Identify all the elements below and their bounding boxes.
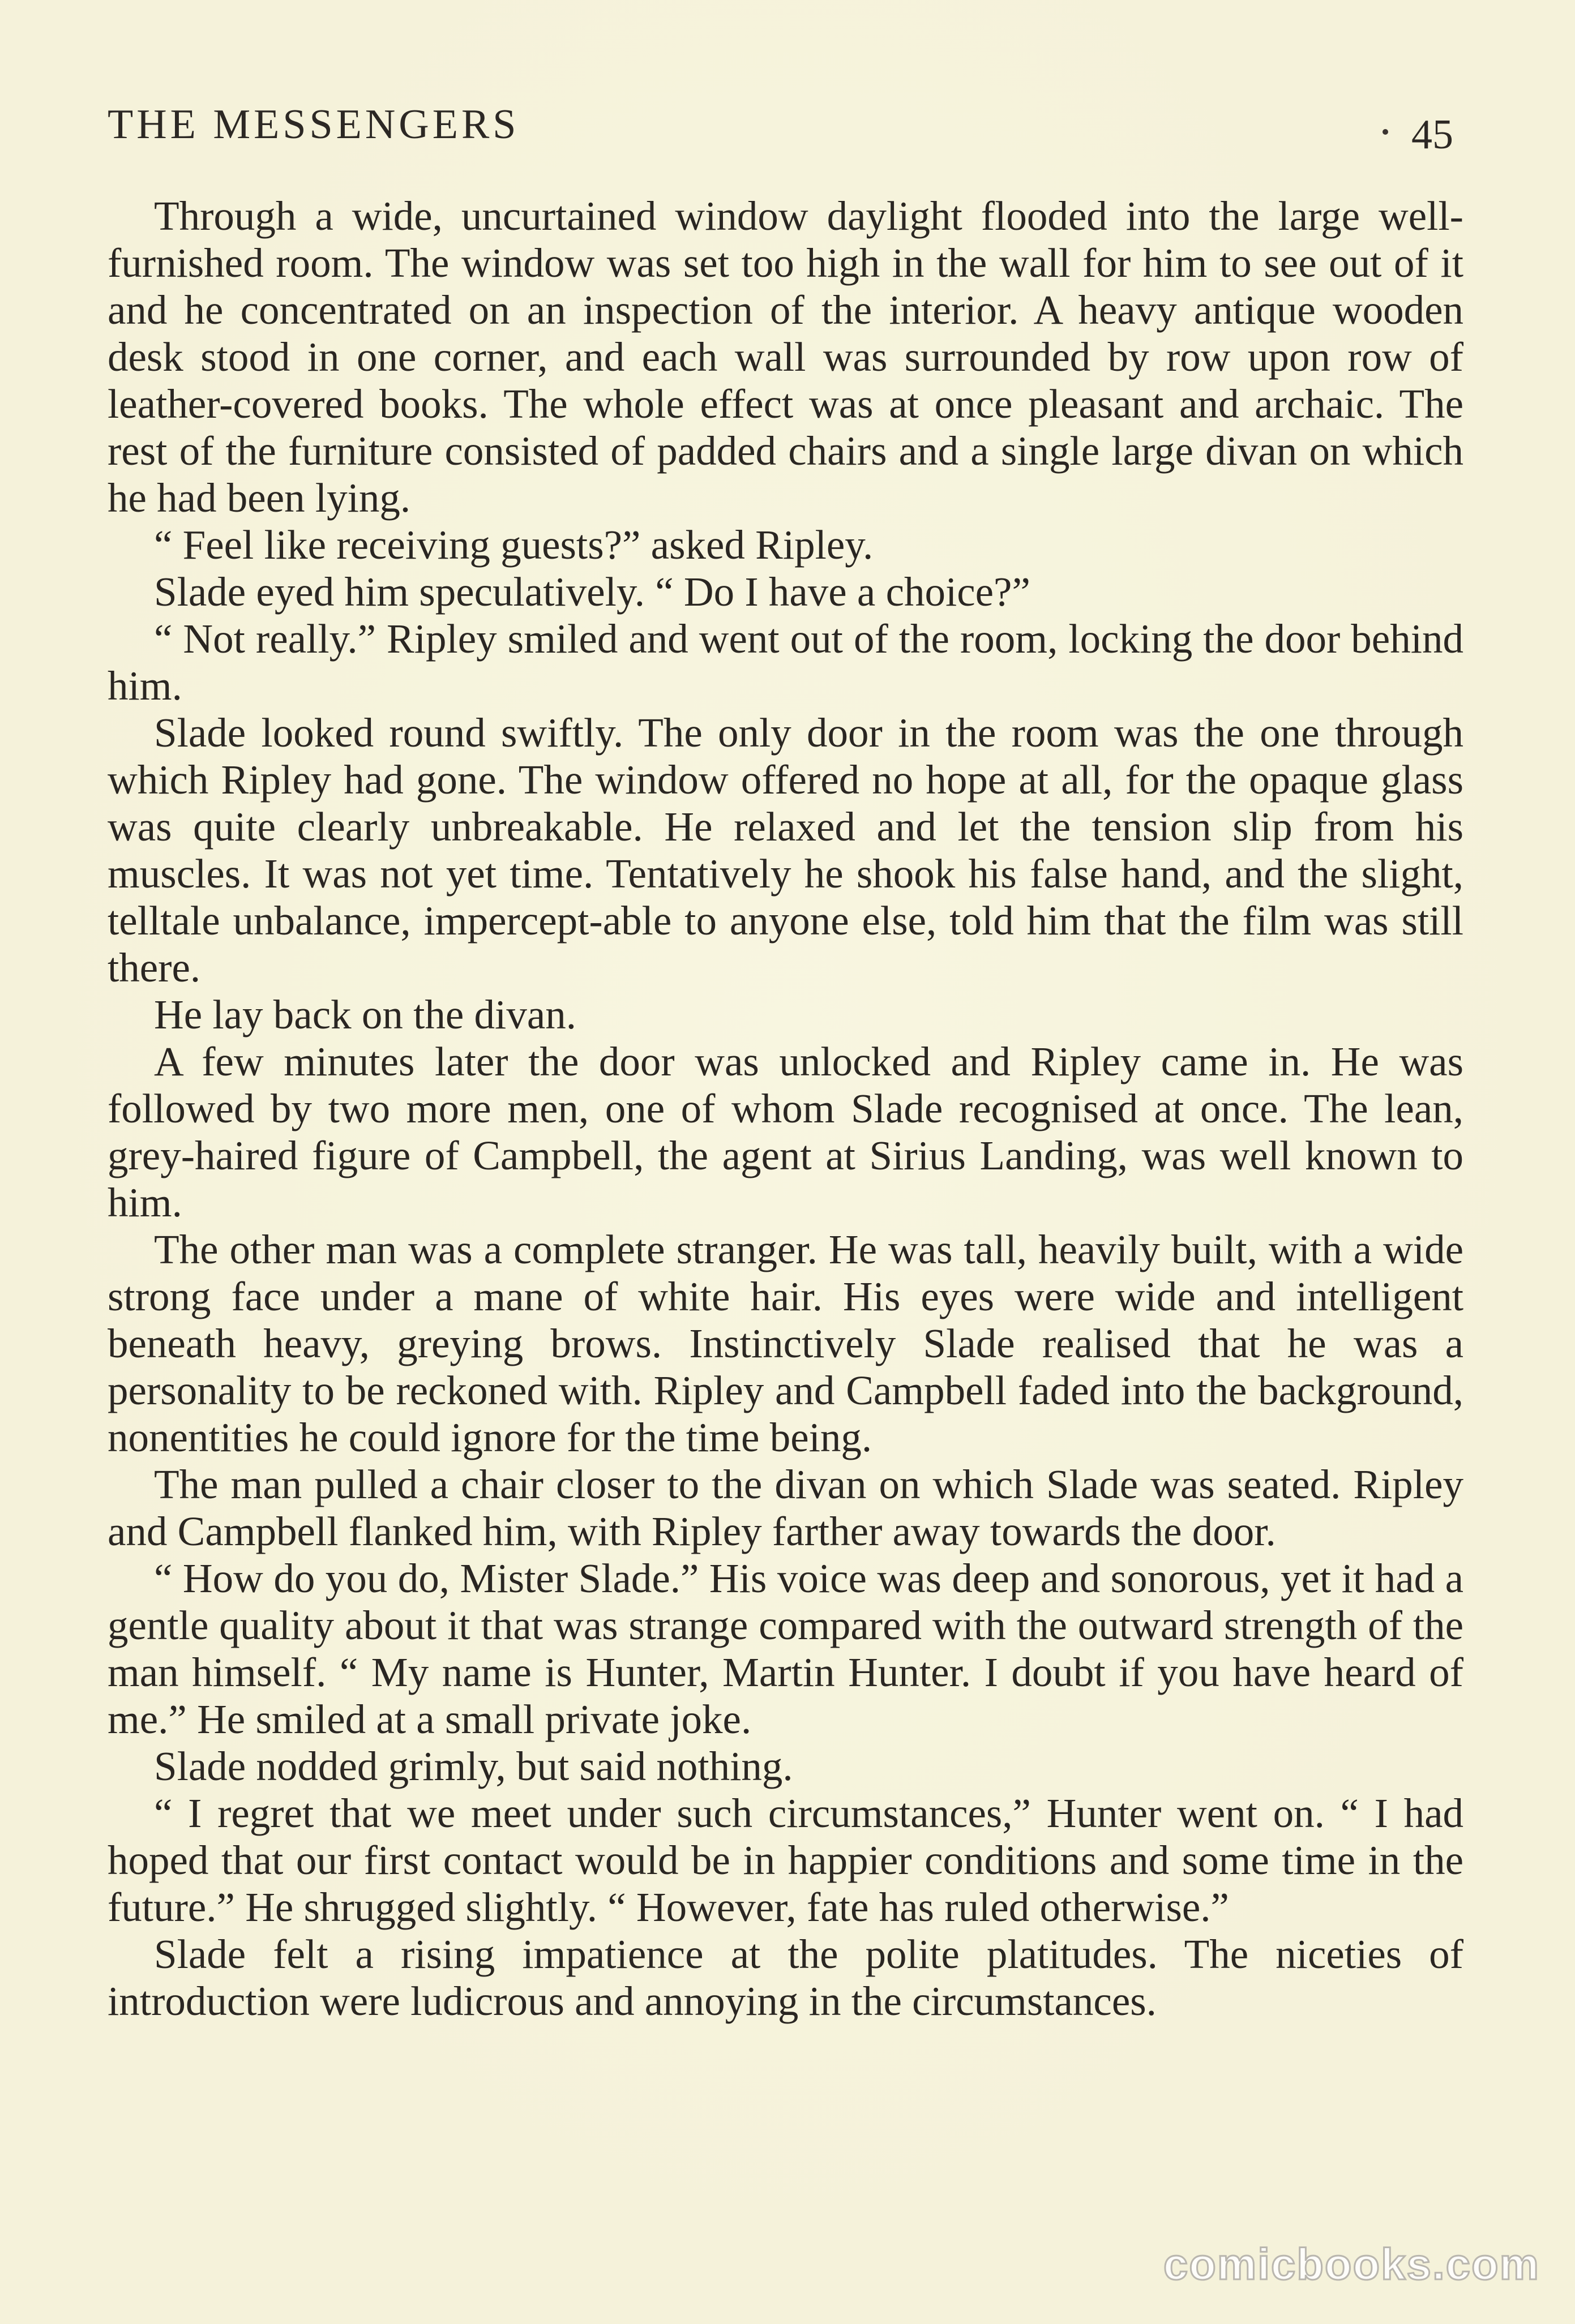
paragraph: He lay back on the divan. bbox=[154, 992, 576, 1037]
running-head-title: THE MESSENGERS bbox=[108, 101, 520, 148]
paragraph: “ I regret that we meet under such circumstances,” Hunter went on. “ I had hoped that our first contact would be in happier conditions and some time in the future.” He shrugged slightly. “ However, fate has ruled otherwise.” bbox=[108, 1790, 1463, 1930]
body-text bbox=[108, 192, 1463, 2025]
paragraph: Slade eyed him speculatively. “ Do I have a choice?” bbox=[154, 569, 1030, 615]
paragraph: “ Feel like receiving guests?” asked Ripley. bbox=[154, 522, 874, 568]
site-watermark: comicbooks.com bbox=[1163, 2239, 1540, 2289]
paragraph: The man pulled a chair closer to the divan on which Slade was seated. Ripley and Campbell flanked him, with Ripley farther away towards the door. bbox=[108, 1461, 1463, 1554]
paragraph: Slade felt a rising impatience at the polite platitudes. The niceties of introduction were ludicrous and annoying in the circumstances. bbox=[108, 1931, 1463, 2024]
paragraph: Through a wide, uncurtained window daylight flooded into the large well-furnished room. The window was set too high in the wall for him to see out of it and he concentrated on an inspection of the interior. A heavy antique wooden desk stood in one corner, and each wall was surrounded by row upon row of leather-covered books. The whole effect was at once pleasant and archaic. The rest of the furniture consisted of padded chairs and a single large divan on which he had been lying. bbox=[108, 193, 1463, 521]
paragraph: A few minutes later the door was unlocked and Ripley came in. He was followed by two more men, one of whom Slade recognised at once. The lean, grey-haired figure of Campbell, the agent at Sirius Landing, was well known to him. bbox=[108, 1039, 1463, 1225]
paragraph: Slade looked round swiftly. The only door in the room was the one through which Ripley had gone. The window offered no hope at all, for the opaque glass was quite clearly unbreakable. He relaxed and let the tension slip from his muscles. It was not yet time. Tentatively he shook his false hand, and the slight, telltale unbalance, impercept-able to anyone else, told him that the film was still there. bbox=[108, 710, 1463, 991]
page-number: 45 bbox=[1411, 112, 1453, 158]
paragraph: The other man was a complete stranger. He was tall, heavily built, with a wide strong face under a mane of white hair. His eyes were wide and intelligent beneath heavy, greying brows. Instinctively Slade realised that he was a personality to be reckoned with. Ripley and Campbell faded into the background, nonentities he could ignore for the time being. bbox=[108, 1227, 1463, 1460]
paragraph: “ How do you do, Mister Slade.” His voice was deep and sonorous, yet it had a gentle quality about it that was strange compared with the outward strength of the man himself. “ My name is Hunter, Martin Hunter. I doubt if you have heard of me.” He smiled at a small private joke. bbox=[108, 1555, 1463, 1742]
paragraph: “ Not really.” Ripley smiled and went out of the room, locking the door behind him. bbox=[108, 616, 1463, 709]
paragraph: Slade nodded grimly, but said nothing. bbox=[154, 1743, 793, 1789]
page-number-dot bbox=[1383, 129, 1388, 135]
